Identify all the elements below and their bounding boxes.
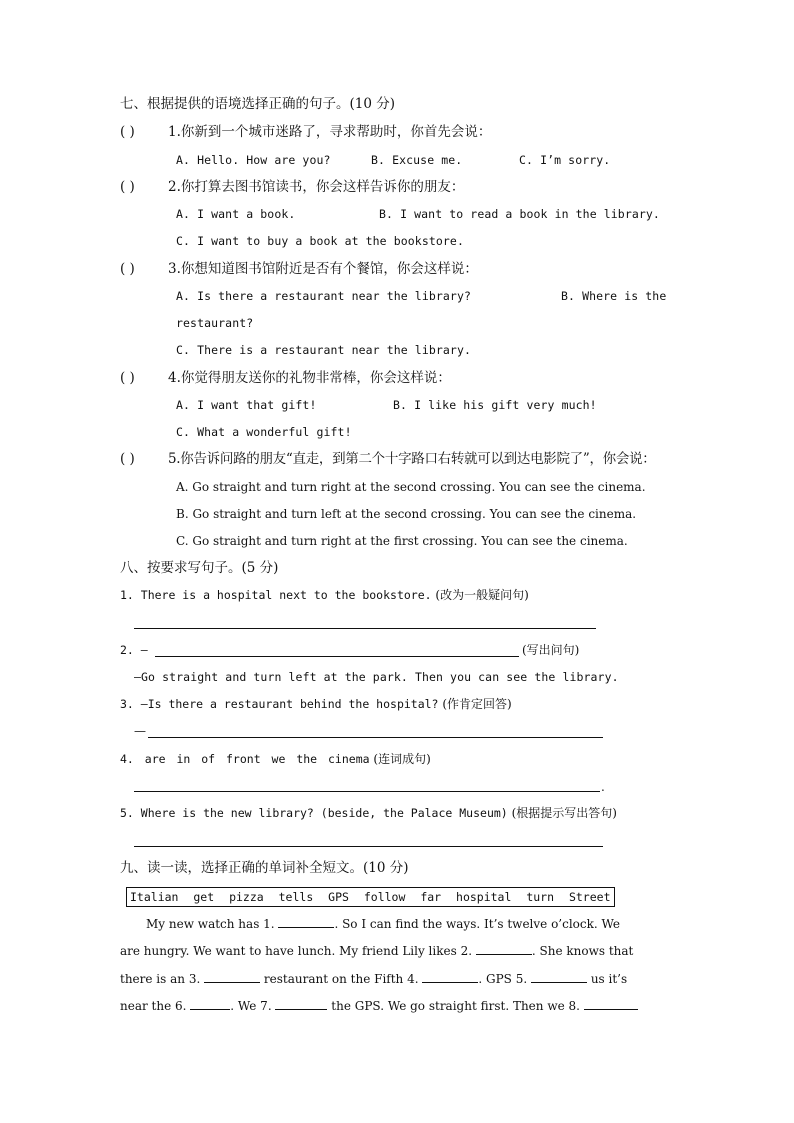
s8-question-5 [120, 804, 617, 822]
blank-4[interactable] [422, 970, 478, 983]
passage-4a: near the 6. [120, 999, 187, 1013]
q3-option-b: B. Where is the [561, 289, 667, 303]
q4-option-b: B. I like his gift very much! [393, 398, 597, 412]
question-2-stem: 2.你打算去图书馆读书，你会这样告诉你的朋友： [168, 179, 465, 195]
s8-q3-dash: — [134, 724, 146, 738]
q5-option-c: C. Go straight and turn right at the first crossing. You can see the cinema. [176, 534, 628, 548]
passage-1a: My new watch has 1. [146, 917, 275, 931]
q1-option-b: B. Excuse me. [371, 153, 463, 167]
passage-3b: restaurant on the Fifth 4. [263, 972, 419, 986]
q2-option-c: C. I want to buy a book at the bookstore. [176, 234, 464, 248]
q3-option-a: A. Is there a restaurant near the library? [176, 289, 471, 303]
answer-paren-4[interactable]: ( ) [120, 370, 135, 386]
s8-q4-words: 4. are in of front we the cinema [120, 752, 370, 766]
q2-option-a: A. I want a book. [176, 207, 296, 221]
passage-2a: are hungry. We want to have lunch. My friend Lily likes 2. [120, 944, 473, 958]
answer-paren-1[interactable]: ( ) [120, 124, 135, 140]
blank-1[interactable] [278, 915, 334, 928]
s8-q3-answer-line[interactable] [148, 737, 603, 738]
q3-option-c: C. There is a restaurant near the library. [176, 343, 471, 357]
section-7-title: 七、根据提供的语境选择正确的句子。(10 分) [120, 96, 396, 112]
answer-paren-5[interactable]: ( ) [120, 451, 135, 467]
s8-question-4 [120, 750, 431, 768]
passage-line-4 [120, 997, 638, 1015]
question-1-stem: 1.你新到一个城市迷路了，寻求帮助时，你首先会说： [168, 124, 492, 140]
s8-q2-instruction: (写出问句) [522, 643, 580, 657]
q2-option-b: B. I want to read a book in the library. [379, 207, 660, 221]
blank-3[interactable] [204, 970, 260, 983]
s8-q5-answer-line[interactable] [134, 846, 603, 847]
passage-3d: us it’s [590, 972, 628, 986]
q4-option-a: A. I want that gift! [176, 398, 317, 412]
q4-option-c: C. What a wonderful gift! [176, 425, 352, 439]
q3-option-b-cont: restaurant? [176, 316, 254, 330]
passage-1b: . So I can find the ways. It’s twelve o’clock. We [334, 917, 620, 931]
blank-2[interactable] [476, 942, 532, 955]
s8-q2-number [120, 641, 148, 659]
word-bank-box: Italian get pizza tells GPS follow far hospital turn Street [126, 887, 615, 907]
answer-paren-3[interactable]: ( ) [120, 261, 135, 277]
passage-2b: . She knows that [531, 944, 634, 958]
q1-option-a: A. Hello. How are you? [176, 153, 331, 167]
s8-q5-instruction: (根据提示写出答句) [511, 806, 617, 820]
s8-q1-answer-line[interactable] [134, 628, 596, 629]
section-9-title: 九、读一读，选择正确的单词补全短文。(10 分) [120, 860, 409, 876]
blank-5[interactable] [531, 970, 587, 983]
passage-3a: there is an 3. [120, 972, 201, 986]
passage-4c: the GPS. We go straight first. Then we 8. [331, 999, 580, 1013]
question-4-stem: 4.你觉得朋友送你的礼物非常棒，你会这样说： [168, 370, 451, 386]
passage-line-1 [146, 915, 620, 933]
s8-q2-given-answer: —Go straight and turn left at the park. Then you can see the library. [134, 670, 619, 684]
question-5-stem: 5.你告诉问路的朋友“直走，到第二个十字路口右转就可以到达电影院了”，你会说： [168, 451, 656, 467]
question-3-stem: 3.你想知道图书馆附近是否有个餐馆，你会这样说： [168, 261, 478, 277]
s8-question-3 [120, 695, 512, 713]
blank-6[interactable] [190, 997, 230, 1010]
s8-q4-period: . [601, 780, 605, 794]
s8-q4-instruction: (连词成句) [373, 752, 431, 766]
passage-line-2 [120, 942, 633, 960]
passage-3c: . GPS 5. [478, 972, 528, 986]
q5-option-b: B. Go straight and turn left at the second crossing. You can see the cinema. [176, 507, 637, 521]
q1-option-c: C. I’m sorry. [519, 153, 611, 167]
s8-q4-answer-line[interactable] [134, 791, 600, 792]
passage-line-3 [120, 970, 627, 988]
blank-7[interactable] [275, 997, 327, 1010]
answer-paren-2[interactable]: ( ) [120, 179, 135, 195]
section-8-title: 八、按要求写句子。(5 分) [120, 560, 279, 576]
blank-8[interactable] [584, 997, 638, 1010]
s8-q5-sentence: 5. Where is the new library? (beside, the Palace Museum) [120, 806, 508, 820]
q5-option-a: A. Go straight and turn right at the second crossing. You can see the cinema. [176, 480, 646, 494]
s8-q1-sentence: 1. There is a hospital next to the bookstore. [120, 588, 432, 602]
s8-q3-sentence: 3. —Is there a restaurant behind the hospital? [120, 697, 439, 711]
s8-q2-dash: 2. — [120, 643, 148, 657]
s8-question-1 [120, 586, 529, 604]
s8-q1-instruction: (改为一般疑问句) [435, 588, 529, 602]
s8-q2-answer-line[interactable] [155, 656, 519, 657]
s8-q3-instruction: (作肯定回答) [442, 697, 512, 711]
passage-4b: . We 7. [230, 999, 272, 1013]
